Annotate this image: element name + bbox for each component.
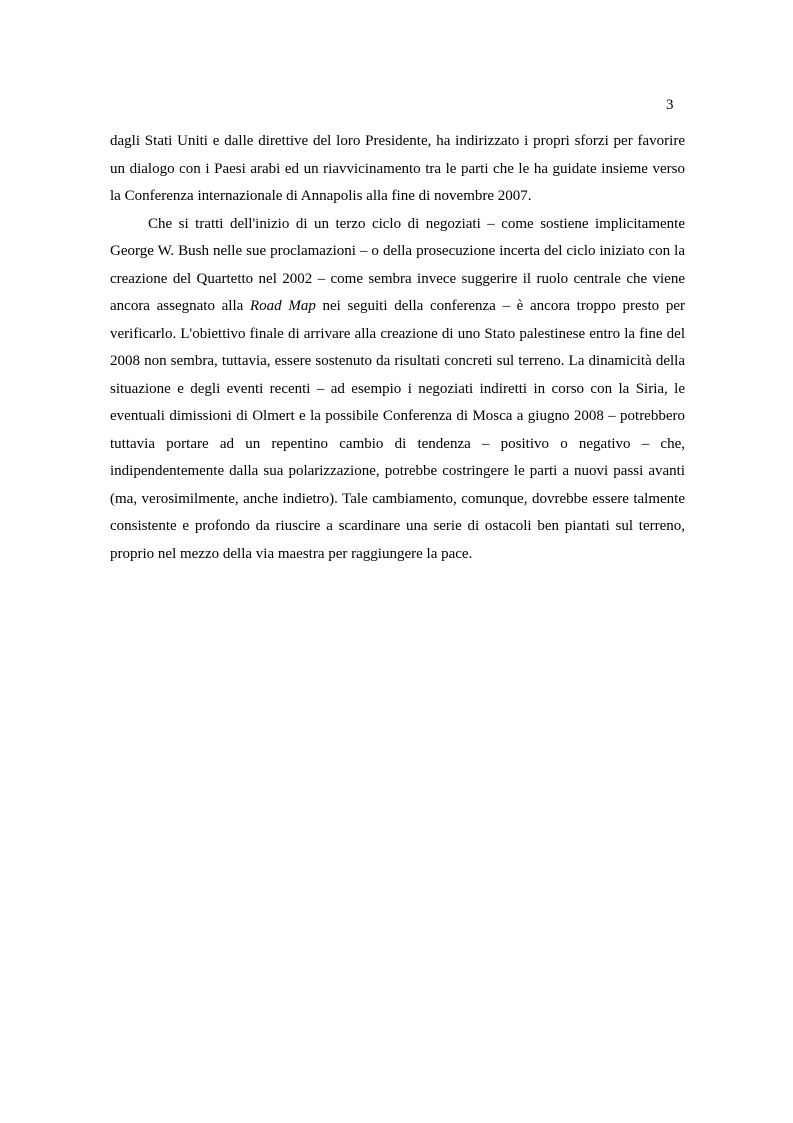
road-map-italic: Road Map bbox=[249, 298, 316, 314]
paragraph-continuation: dagli Stati Uniti e dalle direttive del loro Presidente, ha indirizzato i propri sforzi per favorire un dialogo con i Paesi arabi ed un riavvicinamento tra le parti che le ha guidate insieme verso la Conferenza internazionale di Annapolis alla fine di novembre 2007. bbox=[110, 133, 685, 204]
body-text bbox=[110, 128, 685, 568]
page-number: 3 bbox=[666, 97, 674, 113]
paragraph-text-before: Che si tratti dell'inizio di un terzo ciclo di negoziati – come sostiene implicitamente George W. Bush nelle sue proclamazioni – o della prosecuzione incerta del ciclo iniziato con la creazione del Quartetto nel 2002 – come sembra invece suggerire il ruolo centrale che viene ancora assegnato alla bbox=[110, 215, 685, 314]
paragraph-text-after: nei seguiti della conferenza – è ancora troppo presto per verificarlo. L'obiettivo finale di arrivare alla creazione di uno Stato palestinese entro la fine del 2008 non sembra, tuttavia, essere sostenuto da risultati concreti sul terreno. La dinamicità della situazione e degli eventi recenti – ad esempio i negoziati indiretti in corso con la Siria, le eventuali dimissioni di Olmert e la possibile Conferenza di Mosca a giugno 2008 – potrebbero tuttavia portare ad un repentino cambio di tendenza – positivo o negativo – che, indipendentemente dalla sua polarizzazione, potrebbe costringere le parti a nuovi passi avanti (ma, verosimilmente, anche indietro). Tale cambiamento, comunque, dovrebbe essere talmente consistente e profondo da riuscire a scardinare una serie di ostacoli ben piantati sul terreno, proprio nel mezzo della via maestra per raggiungere la pace. bbox=[110, 298, 685, 562]
paragraph-main bbox=[110, 211, 685, 569]
